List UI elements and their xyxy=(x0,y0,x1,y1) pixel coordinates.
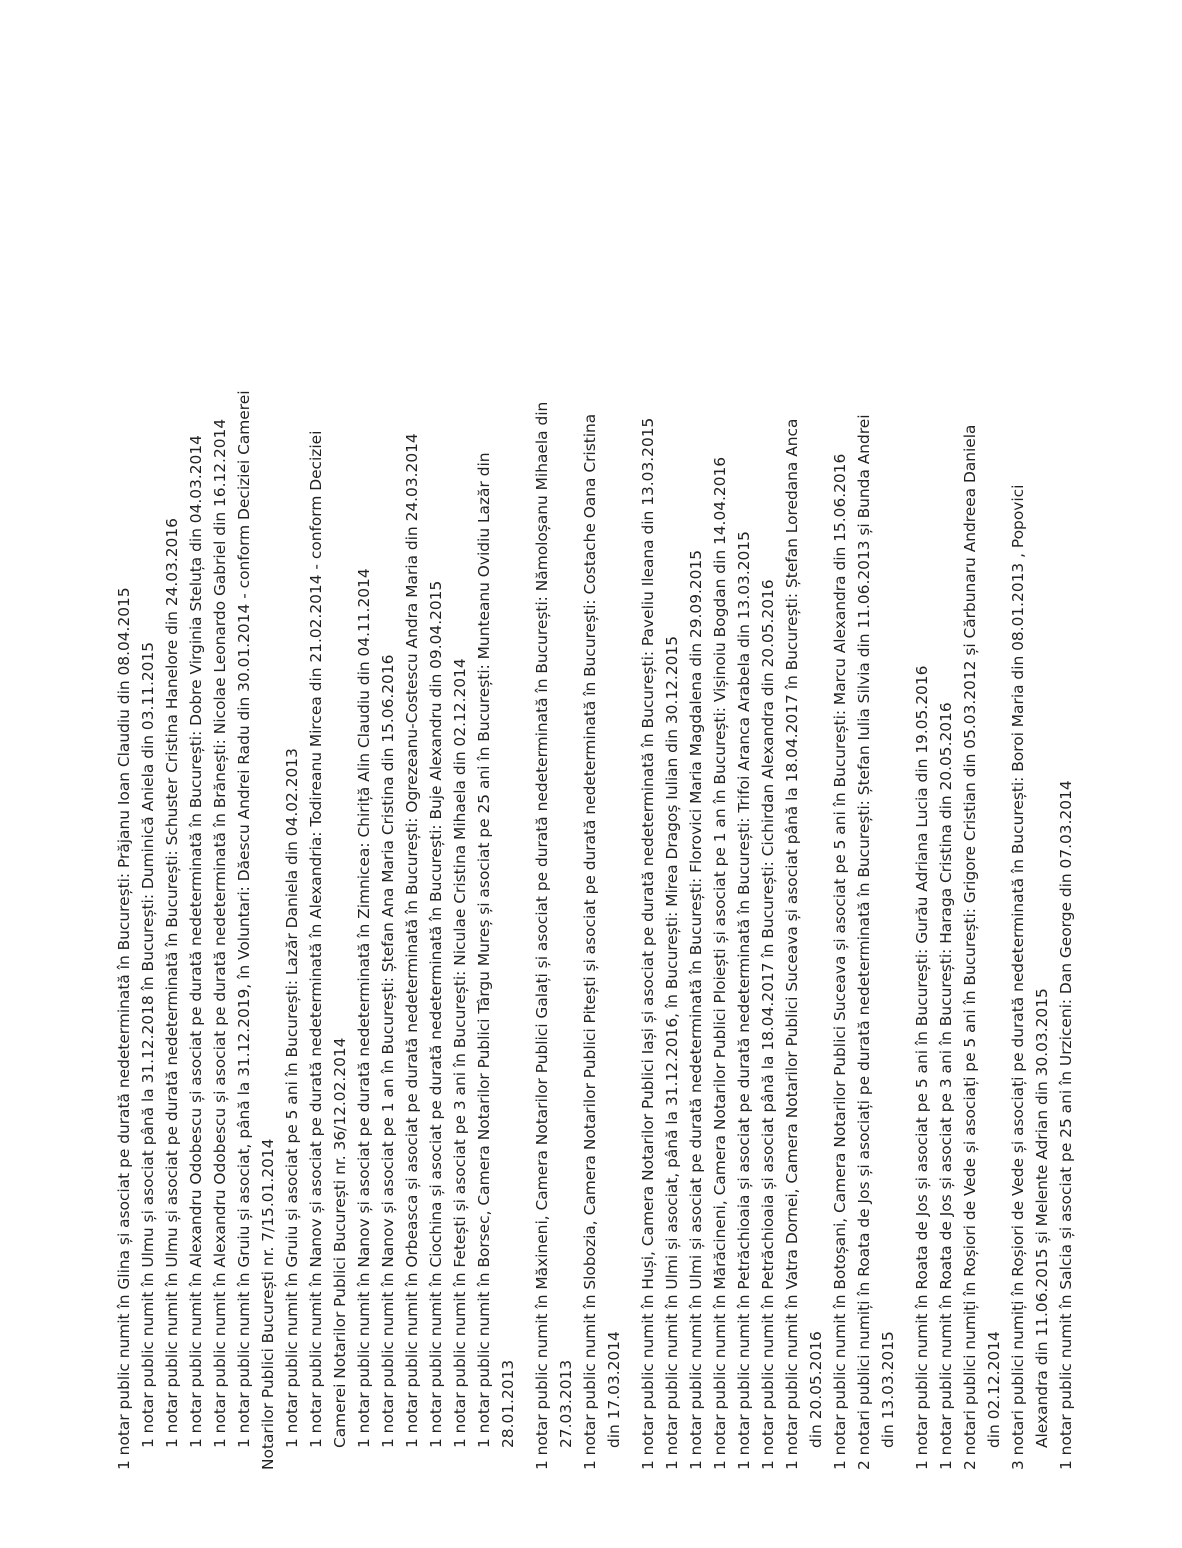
text-line: 1 notar public numit în Roata de Jos și asociat pe 3 ani în București: Haraga Cristina din 20.05.2016 xyxy=(937,702,955,1470)
text-line: 1 notar public numit în Gruiu și asociat, până la 31.12.2019, în Voluntari: Dăescu Andrei Radu din 30.01.2014 - conform Deciziei Camerei xyxy=(235,390,253,1448)
text-line: din 02.12.2014 xyxy=(985,1331,1003,1448)
text-line: 1 notar public numit în Alexandru Odobescu și asociat pe durată nedeterminată în București: Dobre Virginia Steluța din 04.03.2014 xyxy=(187,435,205,1448)
text-line: 2 notari publici numiți în Roșiori de Vede și asociați pe 5 ani în București: Grigore Cristian din 05.03.2012 și Cărbunaru Andreea Daniela xyxy=(961,424,979,1470)
text-line: 1 notar public numit în Petrăchioaia și asociat până la 18.04.2017 în București: Cichirdan Alexandra din 20.05.2016 xyxy=(759,579,777,1470)
text-line: 27.03.2013 xyxy=(557,1359,575,1448)
text-line: 1 notar public numit în Gruiu și asociat pe 5 ani în București: Lazăr Daniela din 04.02.2013 xyxy=(283,748,301,1448)
text-line: din 20.05.2016 xyxy=(807,1331,825,1448)
text-line: 1 notar public numit în Glina și asociat pe durată nedeterminată în București: Prăjanu Ioan Claudiu din 08.04.2015 xyxy=(115,587,133,1470)
text-line: 1 notar public numit în Ulmu și asociat până la 31.12.2018 în București: Duminică Aniela din 03.11.2015 xyxy=(139,641,157,1448)
text-line: 1 notar public numit în Vatra Dornei, Camera Notarilor Publici Suceava și asociat până la 18.04.2017 în București: Ștefan Loredana Anca xyxy=(783,418,801,1470)
text-line: 2 notari publici numiți în Roata de Jos și asociați pe durată nedeterminată în București: Ștefan Iulia Silvia din 11.06.2013 și Bunda Andrei xyxy=(855,414,873,1470)
text-line: 1 notar public numit în Măxineni, Camera Notarilor Publici Galați și asociat pe durată nedeterminată în București: Nămoloșanu Mihaela din xyxy=(533,401,551,1470)
text-line: din 17.03.2014 xyxy=(605,1331,623,1448)
text-line: 1 notar public numit în Nanov și asociat pe durată nedeterminată în Zimnicea: Chiriță Alin Claudiu din 04.11.2014 xyxy=(355,568,373,1448)
text-line: 1 notar public numit în Ulmu și asociat pe durată nedeterminată în București: Schuster Cristina Hanelore din 24.03.2016 xyxy=(163,518,181,1448)
text-line: 1 notar public numit în Huși, Camera Notarilor Publici Iași și asociat pe durată nedeterminată în București: Paveliu Ileana din 13.03.2015 xyxy=(639,417,657,1470)
rotated-text-block xyxy=(112,170,1078,1470)
text-line: 1 notar public numit în Mărăcineni, Camera Notarilor Publici Ploiești și asociat pe 1 an în București: Vișinoiu Bogdan din 14.04.2016 xyxy=(711,456,729,1470)
text-line: 1 notar public numit în Ciochina și asociat pe durată nedeterminată în București: Buje Alexandru din 09.04.2015 xyxy=(427,580,445,1448)
text-line: 1 notar public numit în Borsec, Camera Notarilor Publici Târgu Mureș și asociat pe 25 ani în București: Munteanu Ovidiu Lazăr din xyxy=(475,452,493,1448)
text-line: Alexandra din 11.06.2015 și Melente Adrian din 30.03.2015 xyxy=(1033,988,1051,1448)
text-line: Camerei Notarilor Publici București nr. 36/12.02.2014 xyxy=(331,1037,349,1448)
text-line: 1 notar public numit în Salcia și asociat pe 25 ani în Urziceni: Dan George din 07.03.2014 xyxy=(1057,780,1075,1470)
text-line: din 13.03.2015 xyxy=(879,1331,897,1448)
paragraph-gap xyxy=(520,170,530,1470)
text-line: 1 notar public numit în Nanov și asociat pe 1 an în București: Ștefan Ana Maria Cristina din 15.06.2016 xyxy=(379,654,397,1448)
text-line: 1 notar public numit în Fetești și asociat pe 3 ani în București: Niculae Cristina Mihaela din 02.12.2014 xyxy=(451,658,469,1448)
text-line: 1 notar public numit în Orbeasca și asociat pe durată nedeterminată în București: Ogrezeanu-Costescu Andra Maria din 24.03.2014 xyxy=(403,433,421,1448)
text-line: 1 notar public numit în Roata de Jos și asociat pe 5 ani în București: Gurău Adriana Lucia din 19.05.2016 xyxy=(913,665,931,1470)
text-line: 1 notar public numit în Alexandru Odobescu și asociat pe durată nedeterminată în Brănești: Nicolae Leonardo Gabriel din 16.12.2014 xyxy=(211,418,229,1448)
text-line: 28.01.2013 xyxy=(499,1359,517,1448)
paragraph-gap xyxy=(626,170,636,1470)
text-line: 1 notar public numit în Petrăchioaia și asociat pe durată nedeterminată în București: Trifoi Aranca Arabela din 13.03.2015 xyxy=(735,531,753,1470)
text-line: 1 notar public numit în Ulmi și asociat pe durată nedeterminată în București: Florovici Maria Magdalena din 29.09.2015 xyxy=(687,549,705,1470)
text-line: 1 notar public numit în Slobozia, Camera Notarilor Publici Pitești și asociat pe durată nedeterminată în București: Costache Oana Cristina xyxy=(581,413,599,1470)
text-line: 1 notar public numit în Botoșani, Camera Notarilor Publici Suceava și asociat pe 5 ani în București: Marcu Alexandra din 15.06.2016 xyxy=(831,453,849,1470)
paragraph-gap xyxy=(900,170,910,1470)
text-line: 3 notari publici numiți în Roșiori de Vede și asociați pe durată nedeterminată în București: Boroi Maria din 08.01.2013 , Popovici xyxy=(1009,484,1027,1470)
text-line: 1 notar public numit în Nanov și asociat pe durată nedeterminată în Alexandria: Todireanu Mircea din 21.02.2014 - conform Deciziei xyxy=(307,430,325,1448)
text-line: 1 notar public numit în Ulmi și asociat, până la 31.12.2016, în București: Mirea Dragoș Iulian din 30.12.2015 xyxy=(663,636,681,1470)
text-line: Notarilor Publici București nr. 7/15.01.2014 xyxy=(259,1138,277,1470)
